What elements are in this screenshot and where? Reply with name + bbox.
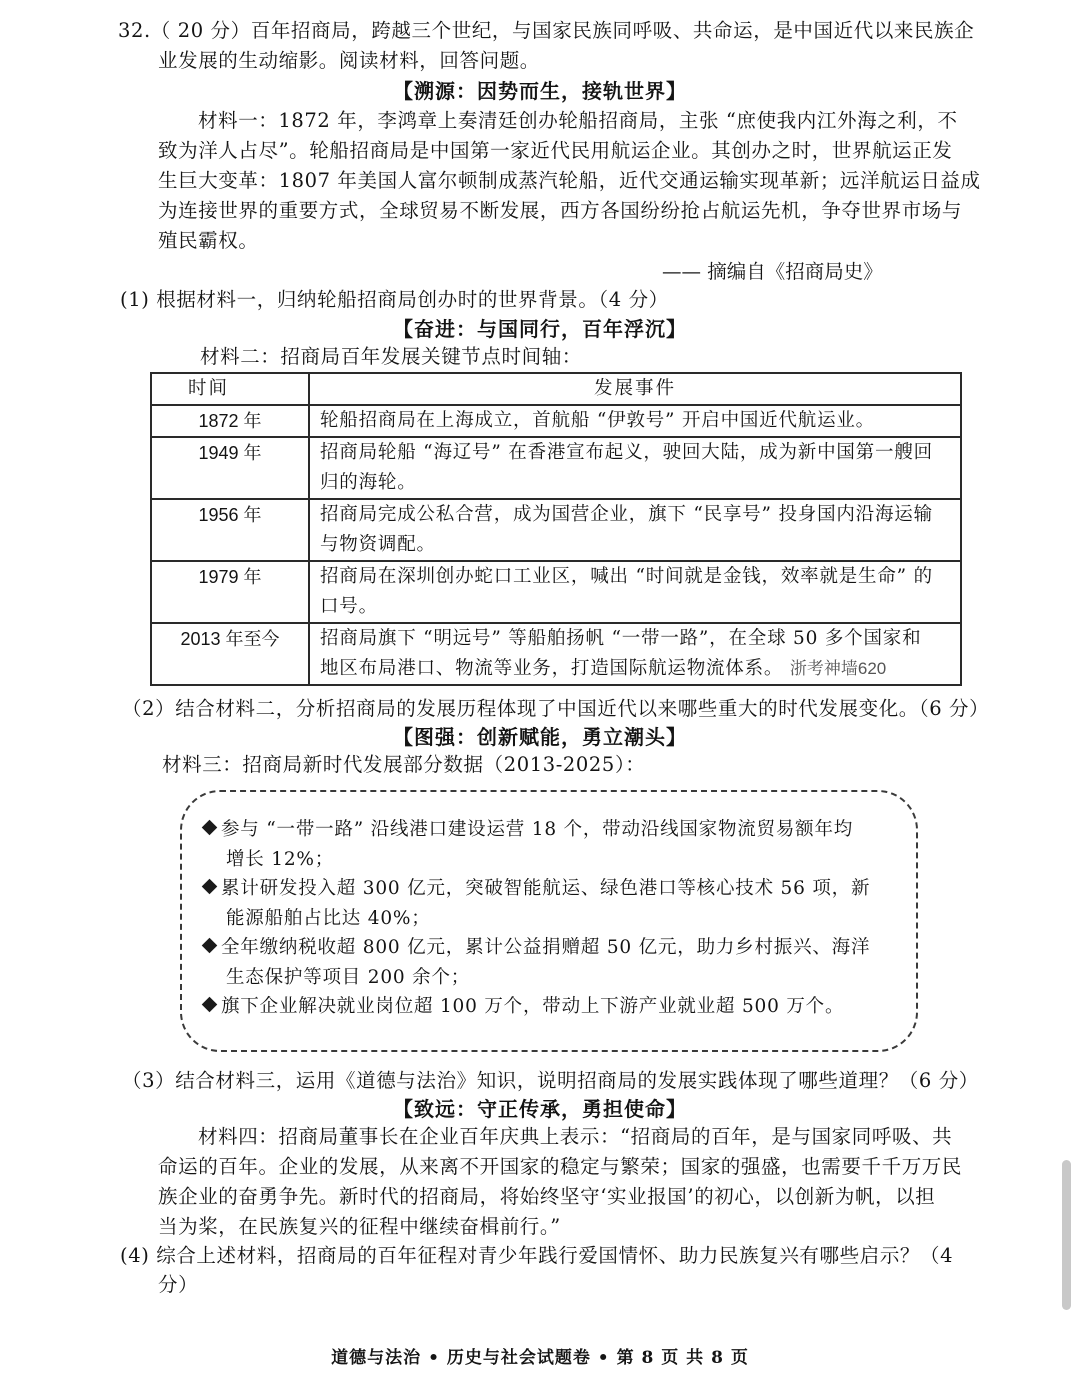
sub-question-4-continuation: 分）: [158, 1273, 199, 1296]
bullet-text: 参与 “一带一路” 沿线港口建设运营 18 个，带动沿线国家物流贸易额年均: [221, 819, 854, 840]
sub-question-4: (4) 综合上述材料，招商局的百年征程对青少年践行爱国情怀、助力民族复兴有哪些启示？（4: [120, 1244, 954, 1267]
bullet-text: 旗下企业解决就业岗位超 100 万个，带动上下游产业就业超 500 万个。: [221, 996, 845, 1017]
material-4-line: 材料四：招商局董事长在企业百年庆典上表示：“招商局的百年，是与国家同呼吸、共: [198, 1125, 953, 1148]
section-3-heading: 【图强：创新赋能，勇立潮头】: [393, 725, 687, 749]
table-cell-event: [309, 437, 961, 499]
material-4-line: 族企业的奋勇争先。新时代的招商局，将始终坚守‘实业报国’的初心，以创新为帆，以担: [158, 1185, 936, 1208]
sub-question-1: (1) 根据材料一，归纳轮船招商局创办时的世界背景。（4 分）: [120, 288, 669, 311]
table-header-row: [151, 373, 961, 405]
section-2-heading: 【奋进：与国同行，百年浮沉】: [393, 317, 687, 341]
material-4-line: 当为桨，在民族复兴的征程中继续奋楫前行。”: [158, 1215, 561, 1238]
table-cell-year: 1949 年: [151, 437, 309, 499]
bullet-continuation: 能源船舶占比达 40%；: [226, 908, 431, 929]
material-3-intro: 材料三：招商局新时代发展部分数据（2013-2025）：: [162, 753, 646, 776]
page-footer: 道德与法治 • 历史与社会试题卷 • 第 8 页 共 8 页: [331, 1348, 749, 1368]
bullet-item: [202, 992, 844, 1022]
table-cell-event: [309, 623, 961, 685]
table-row: [151, 499, 961, 561]
table-cell-event: [309, 405, 961, 437]
material-1-line: 材料一：1872 年，李鸿章上奏清廷创办轮船招商局，主张 “庶使我内江外海之利，不: [198, 109, 958, 132]
material-1-line: 致为洋人占尽”。轮船招商局是中国第一家近代民用航运企业。其创办之时，世界航运正发: [158, 139, 953, 162]
bullet-text: 累计研发投入超 300 亿元，突破智能航运、绿色港口等核心技术 56 项，新: [221, 878, 871, 899]
event-line: 招商局完成公私合营，成为国营企业，旗下 “民享号” 投身国内沿海运输: [320, 504, 933, 525]
section-1-heading: 【溯源：因势而生，接轨世界】: [393, 79, 687, 103]
bullet-text: 全年缴纳税收超 800 亿元，累计公益捐赠超 50 亿元，助力乡村振兴、海洋: [221, 937, 871, 958]
question-intro-line-2: 业发展的生动缩影。阅读材料，回答问题。: [158, 49, 540, 72]
sub-question-3: （3）结合材料三，运用《道德与法治》知识，说明招商局的发展实践体现了哪些道理？（6 分）: [122, 1069, 979, 1092]
material-1-line: 为连接世界的重要方式，全球贸易不断发展，西方各国纷纷抢占航运先机，争夺世界市场与: [158, 199, 963, 222]
bullet-item: [202, 874, 870, 904]
event-line: 口号。: [320, 596, 378, 617]
diamond-bullet-icon: [202, 879, 218, 895]
event-line: 轮船招商局在上海成立，首航船 “伊敦号” 开启中国近代航运业。: [320, 410, 875, 431]
diamond-bullet-icon: [202, 997, 218, 1013]
diamond-bullet-icon: [202, 820, 218, 836]
bullet-continuation: 生态保护等项目 200 余个；: [226, 967, 471, 988]
bullet-continuation: 增长 12%；: [226, 849, 335, 870]
material-1-source: —— 摘编自《招商局史》: [662, 260, 883, 283]
table-row: [151, 405, 961, 437]
bullet-item: [202, 933, 870, 963]
watermark-text: 浙考神墙620: [789, 659, 887, 678]
table-cell-year: 1956 年: [151, 499, 309, 561]
event-line: 地区布局港口、物流等业务，打造国际航运物流体系。: [320, 658, 784, 679]
event-line: 招商局轮船 “海辽号” 在香港宣布起义，驶回大陆，成为新中国第一艘回: [320, 442, 933, 463]
table-cell-event: [309, 499, 961, 561]
event-line: 招商局在深圳创办蛇口工业区，喊出 “时间就是金钱，效率就是生命” 的: [320, 566, 933, 587]
event-line: 与物资调配。: [320, 534, 436, 555]
table-header-event: 发展事件: [309, 373, 961, 405]
material-1-line: 生巨大变革：1807 年美国人富尔顿制成蒸汽轮船，近代交通运输实现革新；远洋航运日益成: [158, 169, 981, 192]
question-intro-line-1: 32.（ 20 分）百年招商局，跨越三个世纪，与国家民族同呼吸、共命运，是中国近代以来民族企: [118, 19, 975, 42]
material-2-intro: 材料二：招商局百年发展关键节点时间轴：: [200, 345, 582, 368]
table-header-time: 时间: [151, 373, 309, 405]
timeline-table: [150, 372, 962, 686]
bullet-item: [202, 815, 853, 845]
table-row: [151, 623, 961, 685]
scrollbar-thumb[interactable]: [1062, 1160, 1071, 1310]
event-line: 归的海轮。: [320, 472, 417, 493]
table-row: [151, 437, 961, 499]
diamond-bullet-icon: [202, 938, 218, 954]
material-4-line: 命运的百年。企业的发展，从来离不开国家的稳定与繁荣；国家的强盛，也需要千千万万民: [158, 1155, 963, 1178]
material-1-line: 殖民霸权。: [158, 229, 259, 252]
table-cell-event: [309, 561, 961, 623]
table-cell-year: 1979 年: [151, 561, 309, 623]
table-cell-year: 1872 年: [151, 405, 309, 437]
table-cell-year: 2013 年至今: [151, 623, 309, 685]
section-4-heading: 【致远：守正传承，勇担使命】: [393, 1097, 687, 1121]
event-line: 招商局旗下 “明远号” 等船舶扬帆 “一带一路”，在全球 50 多个国家和: [320, 628, 922, 649]
table-row: [151, 561, 961, 623]
sub-question-2: （2）结合材料二，分析招商局的发展历程体现了中国近代以来哪些重大的时代发展变化。（6 分）: [122, 697, 990, 720]
